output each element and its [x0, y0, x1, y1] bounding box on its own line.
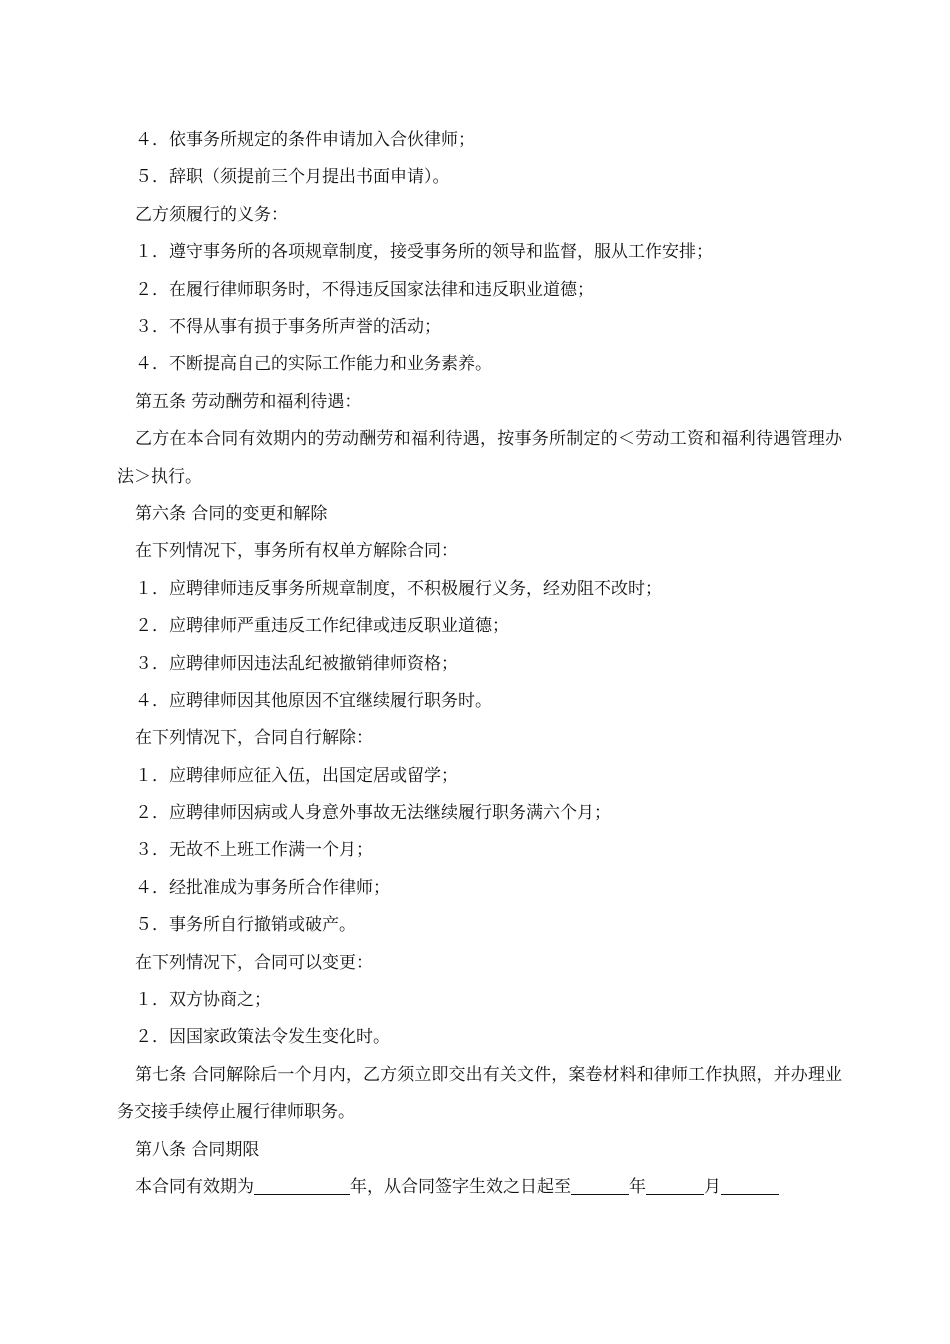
term-text-start: 本合同有效期为 [135, 1177, 254, 1197]
text-line: ５．辞职（须提前三个月提出书面申请）。 [135, 167, 450, 188]
text-line: １．应聘律师应征入伍，出国定居或留学； [135, 765, 458, 786]
text-line: ５．事务所自行撤销或破产。 [135, 915, 356, 936]
paragraph: 乙方在本合同有效期内的劳动酬劳和福利待遇，按事务所制定的＜劳动工资和福利待遇管理办法＞执行。 [117, 429, 842, 487]
text-line: ４．依事务所规定的条件申请加入合伙律师； [135, 130, 475, 150]
section-subheading: 在下列情况下，合同自行解除： [135, 728, 373, 749]
text-line: １．双方协商之； [135, 990, 271, 1011]
document-body [117, 122, 842, 1206]
text-line: ４．经批准成为事务所合作律师； [135, 877, 390, 898]
text-line: ２．在履行律师职务时，不得违反国家法律和违反职业道德； [135, 279, 594, 300]
section-subheading: 在下列情况下，事务所有权单方解除合同： [135, 541, 458, 562]
text-line: ３．不得从事有损于事务所声誉的活动； [135, 316, 441, 337]
paragraph: 第七条 合同解除后一个月内，乙方须立即交出有关文件，案卷材料和律师工作执照，并办理业务交接手续停止履行律师职务。 [117, 1064, 842, 1123]
term-text-year: 年 [629, 1177, 646, 1197]
blank-field-years [254, 1176, 350, 1195]
article-heading: 第六条 合同的变更和解除 [135, 503, 328, 524]
section-subheading: 在下列情况下，合同可以变更： [135, 952, 373, 973]
blank-field-year [571, 1176, 629, 1195]
term-text-middle: 年，从合同签字生效之日起至 [350, 1177, 571, 1197]
section-subheading: 乙方须履行的义务： [135, 204, 288, 225]
text-line: １．应聘律师违反事务所规章制度，不积极履行义务，经劝阻不改时； [135, 578, 662, 599]
text-line: ２．应聘律师严重违反工作纪律或违反职业道德； [135, 616, 509, 637]
text-line: ２．因国家政策法令发生变化时。 [135, 1027, 390, 1048]
text-line: ４．应聘律师因其他原因不宜继续履行职务时。 [135, 690, 492, 711]
blank-field-day [721, 1176, 779, 1195]
text-line: ３．应聘律师因违法乱纪被撤销律师资格； [135, 653, 458, 674]
article-heading: 第五条 劳动酬劳和福利待遇： [135, 391, 362, 412]
text-line: ２．应聘律师因病或人身意外事故无法继续履行职务满六个月； [135, 803, 611, 824]
blank-field-month [646, 1176, 704, 1195]
term-text-month: 月 [704, 1177, 721, 1197]
text-line: ３．无故不上班工作满一个月； [135, 840, 373, 861]
article-heading: 第八条 合同期限 [135, 1139, 260, 1160]
text-line: １．遵守事务所的各项规章制度，接受事务所的领导和监督，服从工作安排； [135, 242, 713, 263]
text-line: ４．不断提高自己的实际工作能力和业务素养。 [135, 354, 492, 375]
contract-term-line [117, 1169, 842, 1206]
